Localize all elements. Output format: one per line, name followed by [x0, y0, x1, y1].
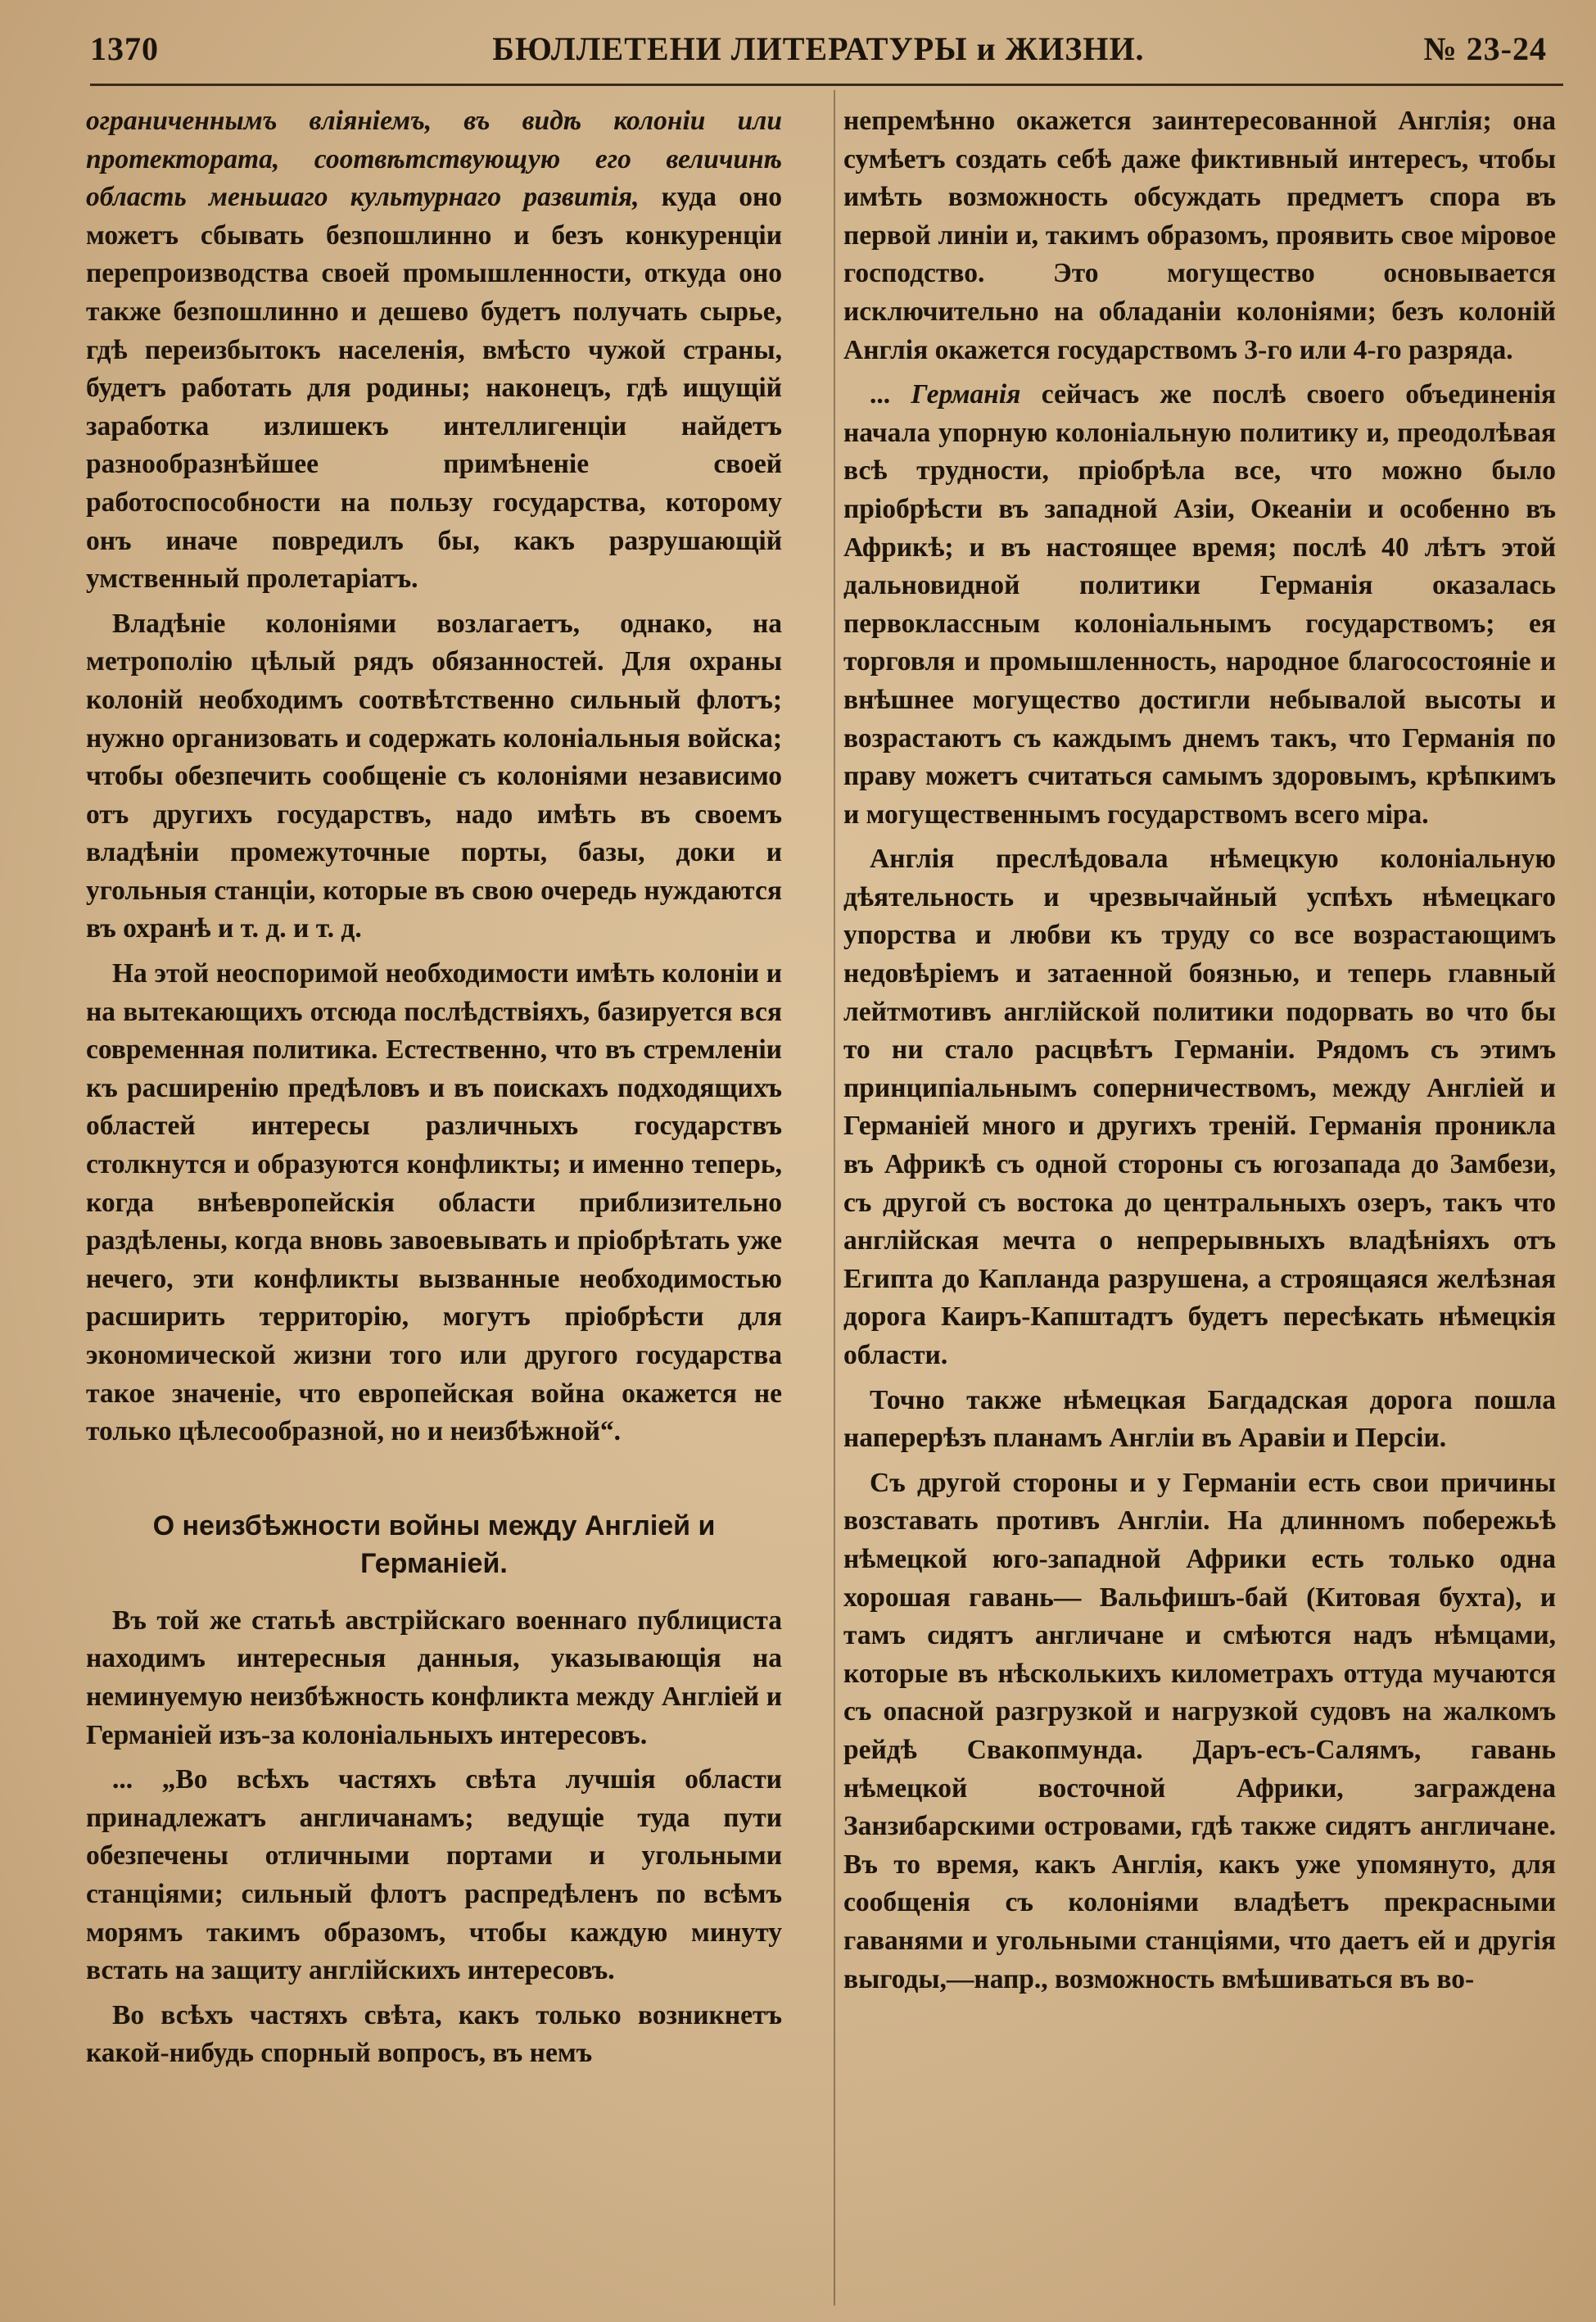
italic-word: Германія — [911, 379, 1021, 410]
paragraph: На этой неоспоримой необходимости имѣть колоніи и на вытекающихъ отсюда послѣдствіяхъ, базируется вся современная политика. Естественно, что въ стремленіи къ расширенію предѣловъ и въ поискахъ подходящихъ областей интересы различныхъ государствъ столкнутся и образуются конфликты; и именно теперь, когда внѣевропейскія области приблизительно раздѣлены, когда вновь завоевывать и пріобрѣтать уже нечего, эти конфликты вызванные необходимостью расширить территорію, могутъ пріобрѣсти для экономической жизни того или другого государства такое значеніе, что европейская война окажется не только цѣлесообразной, но и неизбѣжной“. — [86, 958, 782, 1447]
page-number: 1370 — [90, 30, 159, 67]
column-divider — [834, 90, 835, 2306]
quote-paragraph: ... „Во всѣхъ частяхъ свѣта лучшія области принадлежатъ англичанамъ; ведущіе туда пути обезпечены отличными портами и угольными станціями; сильный флотъ распредѣленъ по всѣмъ морямъ такимъ образомъ, чтобы каждую минуту встать на защиту англійскихъ интересовъ. — [86, 1764, 782, 1986]
paragraph: Во всѣхъ частяхъ свѣта, какъ только возникнетъ какой-нибудь спорный вопросъ, въ немъ — [86, 1999, 782, 2069]
paragraph-text: куда оно можетъ сбывать безпошлинно и безъ конкуренціи перепроизводства своей промышленности, откуда оно также безпошлинно и дешево будетъ получать сырье, гдѣ переизбытокъ населенія, вмѣсто чужой страны, будетъ работать для родины; наконецъ, гдѣ ищущій заработка излишекъ интеллигенціи найдетъ разнообразнѣйшее примѣненіе своей работоспособности на пользу государства, которому онъ иначе повредилъ бы, какъ разрушающій умственный пролетаріатъ. — [86, 182, 782, 595]
left-column — [86, 102, 782, 2306]
journal-title: БЮЛЛЕТЕНИ ЛИТЕРАТУРЫ и ЖИЗНИ. — [492, 30, 1145, 67]
right-column — [843, 102, 1556, 2306]
paragraph: Владѣніе колоніями возлагаетъ, однако, на метрополію цѣлый рядъ обязанностей. Для охраны колоній необходимъ соотвѣтственно сильный флотъ; нужно организовать и содержать колоніальныя войска; чтобы обезпечить сообщеніе съ колоніями независимо отъ другихъ государствъ, надо имѣть въ своемъ владѣніи промежуточные порты, базы, доки и угольныя станціи, которые въ свою очередь нуждаются въ охранѣ и т. д. и т. д. — [86, 608, 782, 944]
section-heading: О неизбѣжности войны между Англіей и Германіей. — [152, 1510, 716, 1579]
paragraph — [843, 376, 1556, 834]
issue-number: № 23-24 — [1423, 30, 1547, 67]
paragraph-text: сейчасъ же послѣ своего объединенія начала упорную колоніальную политику и, преодолѣвая всѣ трудности, пріобрѣла все, что можно было пріобрѣсти въ западной Азіи, Океаніи и особенно въ Африкѣ; и въ настоящее время; послѣ 40 лѣтъ этой дальновидной политики Германія оказалась первоклассным колоніальнымъ государствомъ; ея торговля и промышленность, народное благосостояніе и внѣшнее могущество достигли небывалой высоты и возрастаютъ съ каждымъ днемъ такъ, что Германія по праву можетъ считаться самымъ здоровымъ, крѣпкимъ и могущественнымъ государствомъ всего міра. — [843, 379, 1556, 830]
paragraph: Англія преслѣдовала нѣмецкую колоніальную дѣятельность и чрезвычайный успѣхъ нѣмецкаго упорства и любви къ труду со все возрастающимъ недовѣріемъ и затаенной боязнью, и теперь главный лейтмотивъ англійской политики подорвать во что бы то ни стало расцвѣтъ Германіи. Рядомъ съ этимъ принципіальнымъ соперничествомъ, между Англіей и Германіей много и другихъ треній. Германія проникла въ Африкѣ съ одной стороны съ югозапада до Замбези, съ другой съ востока до центральныхъ озеръ, такъ что англійская мечта о непрерывныхъ владѣніяхъ отъ Египта до Капланда разрушена, а строящаяся желѣзная дорога Каиръ-Капштадтъ будетъ пересѣкать нѣмецкія области. — [843, 844, 1556, 1370]
header-rule — [90, 84, 1563, 86]
paragraph: Въ той же статьѣ австрійскаго военнаго публициста находимъ интересныя данныя, указывающія на неминуемую неизбѣжность конфликта между Англіей и Германіей изъ-за колоніальныхъ интересовъ. — [86, 1605, 782, 1750]
paragraph: Точно также нѣмецкая Багдадская дорога пошла наперерѣзъ планамъ Англіи въ Аравіи и Персіи. — [843, 1384, 1556, 1454]
paragraph — [86, 102, 782, 599]
running-header — [90, 29, 1547, 79]
italic-phrase: ограниченнымъ вліяніемъ, въ видѣ колоніи или протектората, соотвѣтствующую его величинѣ область меньшаго культурнаго развитія, — [86, 106, 782, 213]
paragraph: непремѣнно окажется заинтересованной Англія; она сумѣетъ создать себѣ даже фиктивный интересъ, чтобы имѣть возможность обсуждать предметъ спора въ первой линіи и, такимъ образомъ, проявить свое міровое господство. Это могущество основывается исключительно на обладаніи колоніями; безъ колоній Англія окажется государствомъ 3-го или 4-го разряда. — [843, 106, 1556, 365]
paragraph: Съ другой стороны и у Германіи есть свои причины возставать противъ Англіи. На длинномъ побережьѣ нѣмецкой юго-западной Африки есть только одна хорошая гавань— Вальфишъ-бай (Китовая бухта), и тамъ сидятъ англичане и смѣются надъ нѣмцами, которые въ нѣсколькихъ километрахъ оттуда мучаются съ опасной разгрузкой и нагрузкой судовъ на жалкомъ рейдѣ Свакопмунда. Даръ-есъ-Салямъ, гавань нѣмецкой восточной Африки, заграждена Занзибарскими островами, гдѣ также сидятъ англичане. Въ то время, какъ Англія, какъ уже упомянуто, для сообщенія съ колоніями владѣетъ прекрасными гаванями и угольными станціями, что даетъ ей и другія выгоды,—напр., возможность вмѣшиваться въ во- — [843, 1467, 1556, 1994]
ellipsis: ... — [870, 379, 911, 410]
